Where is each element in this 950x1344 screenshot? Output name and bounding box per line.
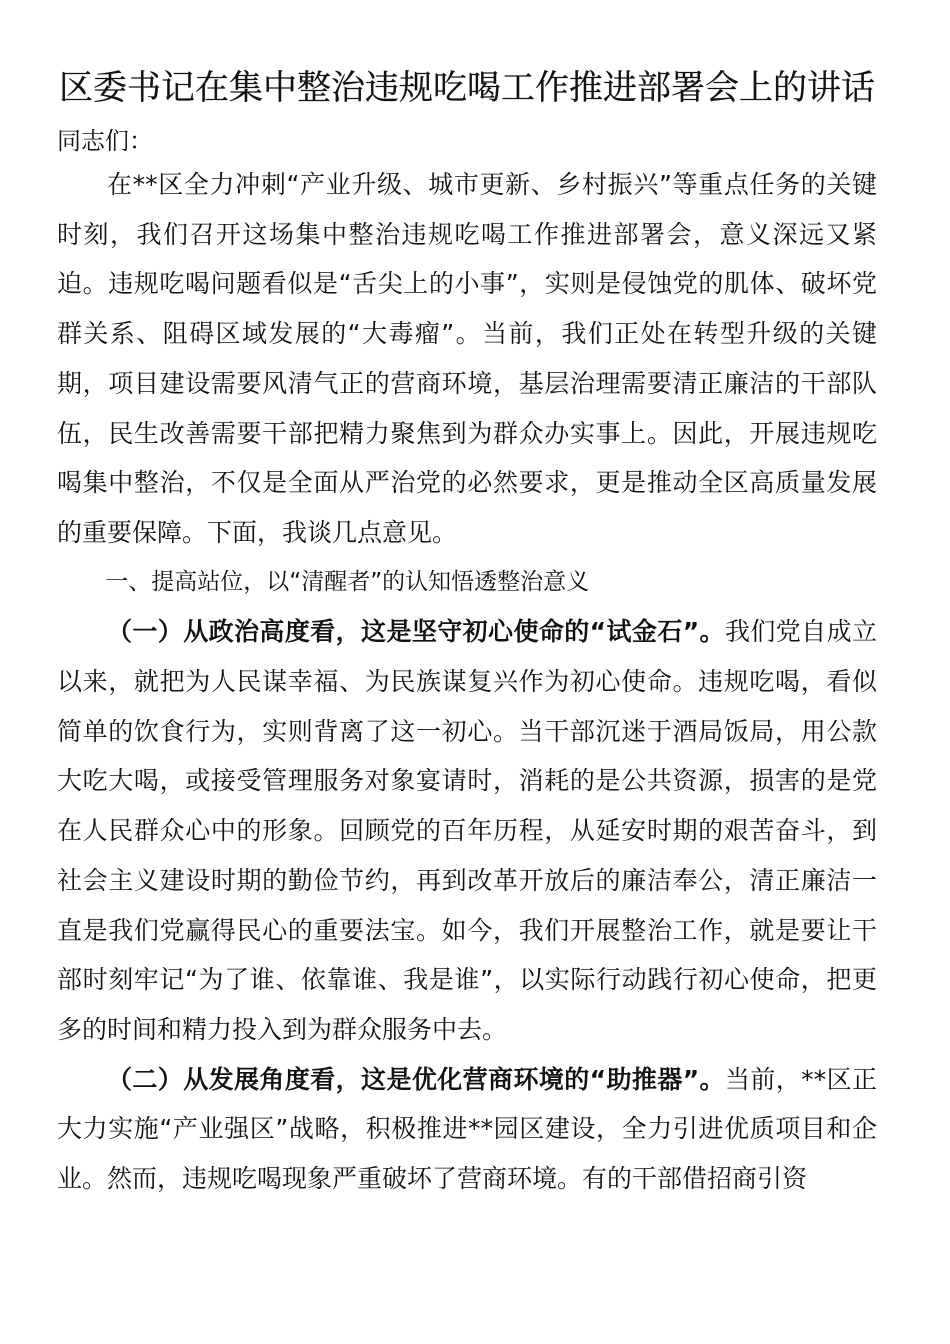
section-heading-1: 一、提高站位，以“清醒者”的认知悟透整治意义	[105, 568, 590, 595]
subsection-1-paragraph	[57, 607, 877, 1054]
document-title: 区委书记在集中整治违规吃喝工作推进部署会上的讲话	[59, 68, 875, 108]
subsection-2-paragraph	[57, 1055, 877, 1204]
intro-paragraph: 在**区全力冲刺“产业升级、城市更新、乡村振兴”等重点任务的关键时刻，我们召开这场集中整治违规吃喝工作推进部署会，意义深远又紧迫。违规吃喝问题看似是“舌尖上的小事”，实则是侵蚀党的肌体、破坏党群关系、阻碍区域发展的“大毒瘤”。当前，我们正处在转型升级的关键期，项目建设需要风清气正的营商环境，基层治理需要清正廉洁的干部队伍，民生改善需要干部把精力聚焦到为群众办实事上。因此，开展违规吃喝集中整治，不仅是全面从严治党的必然要求，更是推动全区高质量发展的重要保障。下面，我谈几点意见。	[57, 170, 877, 547]
subsection-1-body: 我们党自成立以来，就把为人民谋幸福、为民族谋复兴作为初心使命。违规吃喝，看似简单的饮食行为，实则背离了这一初心。当干部沉迷于酒局饭局，用公款大吃大喝，或接受管理服务对象宴请时，消耗的是公共资源，损害的是党在人民群众心中的形象。回顾党的百年历程，从延安时期的艰苦奋斗，到社会主义建设时期的勤俭节约，再到改革开放后的廉洁奉公，清正廉洁一直是我们党赢得民心的重要法宝。如今，我们开展整治工作，就是要让干部时刻牢记“为了谁、依靠谁、我是谁”，以实际行动践行初心使命，把更多的时间和精力投入到为群众服务中去。	[57, 617, 877, 1044]
subsection-1-heading: （一）从政治高度看，这是坚守初心使命的“试金石”。	[107, 617, 725, 647]
document-page	[57, 60, 877, 1204]
subsection-2-heading: （二）从发展角度看，这是优化营商环境的“助推器”。	[107, 1064, 725, 1094]
salutation: 同志们：	[57, 127, 153, 155]
subsection-2-body: 当前，**区正大力实施“产业强区”战略，积极推进**园区建设，全力引进优质项目和企业。然而，违规吃喝现象严重破坏了营商环境。有的干部借招商引资	[57, 1064, 877, 1194]
